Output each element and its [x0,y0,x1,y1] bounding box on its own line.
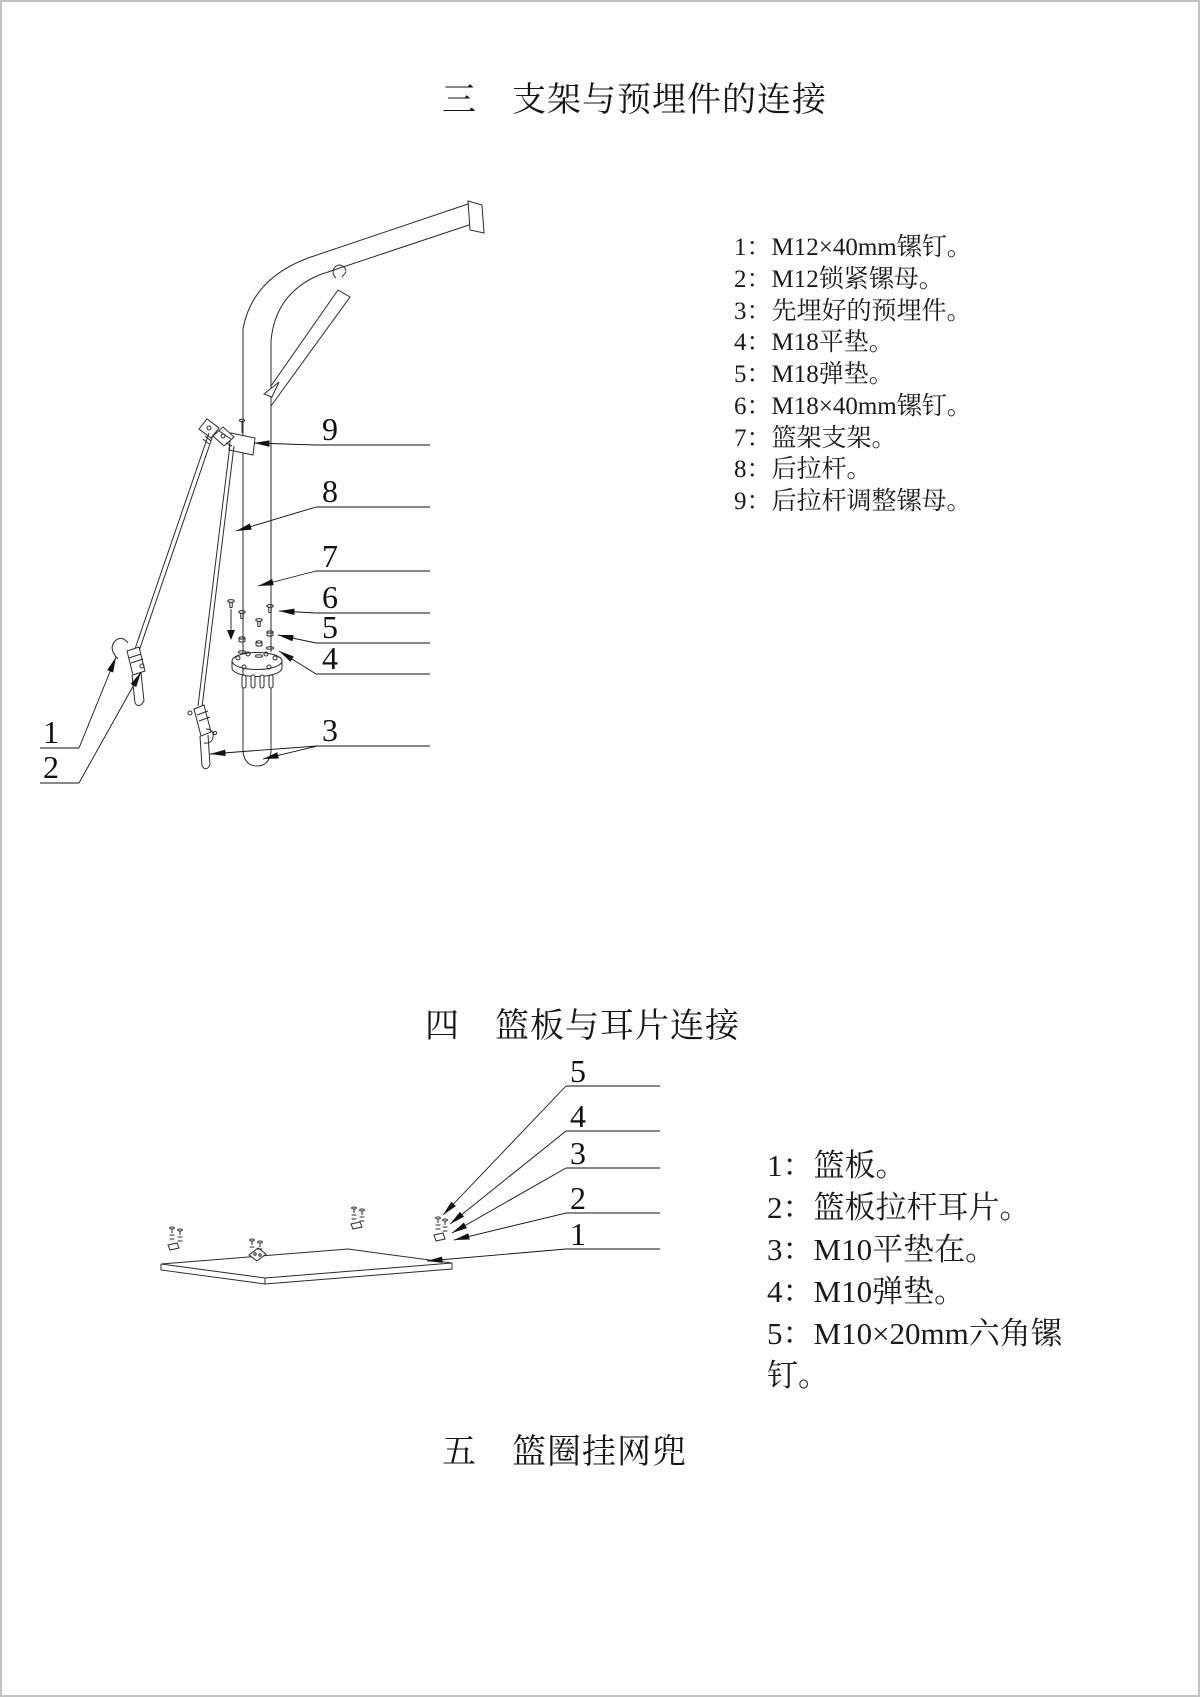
legend-item: 4：M10弹垫。 [767,1274,966,1309]
legend-item: 3：M10平垫在。 [767,1232,997,1267]
callout-label-3: 3 [322,712,338,748]
callout-label-8: 8 [322,473,338,509]
backboard-fastener-stacks [168,1207,447,1250]
embedded-anchors [112,638,216,768]
section4-heading: 四 篮板与耳片连接 [425,1008,740,1045]
callout-label-2: 2 [43,749,59,785]
insert-direction-arrow [227,630,235,640]
callout-label-5: 5 [570,1053,586,1089]
section3-heading: 三 支架与预埋件的连接 [442,82,827,119]
legend-item: 5：M10×20mm六角镙钉。 [767,1316,1062,1393]
section5-heading: 五 篮圈挂网兜 [442,1434,687,1471]
callout-label-1: 1 [570,1216,586,1252]
diagram1-leader-lines [40,443,430,783]
legend-item: 1：M12×40mm镙钉。 [734,234,972,261]
legend-item: 1：篮板。 [767,1148,907,1183]
diagram2-leader-lines [427,1086,660,1261]
legend-item: 6：M18×40mm镙钉。 [734,392,972,420]
callout-label-6: 6 [322,579,338,615]
pole-and-arm [243,201,484,766]
callout-label-3: 3 [570,1135,586,1171]
callout-label-5: 5 [322,609,338,645]
legend-item: 2：篮板拉杆耳片。 [767,1190,1031,1225]
callout-label-4: 4 [322,640,338,676]
callout-label-2: 2 [570,1180,586,1216]
callout-label-1: 1 [43,714,59,750]
legend-item: 8：后拉杆。 [734,456,872,484]
back-pull-rods [135,433,234,707]
legend-item: 5：M18弹垫。 [734,361,894,388]
backboard-plate [161,1248,452,1284]
legend-item: 4：M18平垫。 [734,329,894,357]
legend-item: 7：篮架支架。 [734,424,897,452]
callout-label-9: 9 [322,411,338,447]
legend-item: 9：后拉杆调整镙母。 [734,488,972,515]
legend-item: 3：先埋好的预埋件。 [734,297,972,325]
assembly-diagrams [2,2,1200,1697]
flange-fasteners [227,600,274,658]
callout-label-4: 4 [570,1098,586,1134]
diagram2-callout-labels [570,1053,586,1252]
legend-item: 2：M12锁紧镙母。 [734,265,944,293]
gusset-brace [271,290,350,406]
callout-label-7: 7 [322,538,338,574]
hanger-hook [333,265,346,278]
